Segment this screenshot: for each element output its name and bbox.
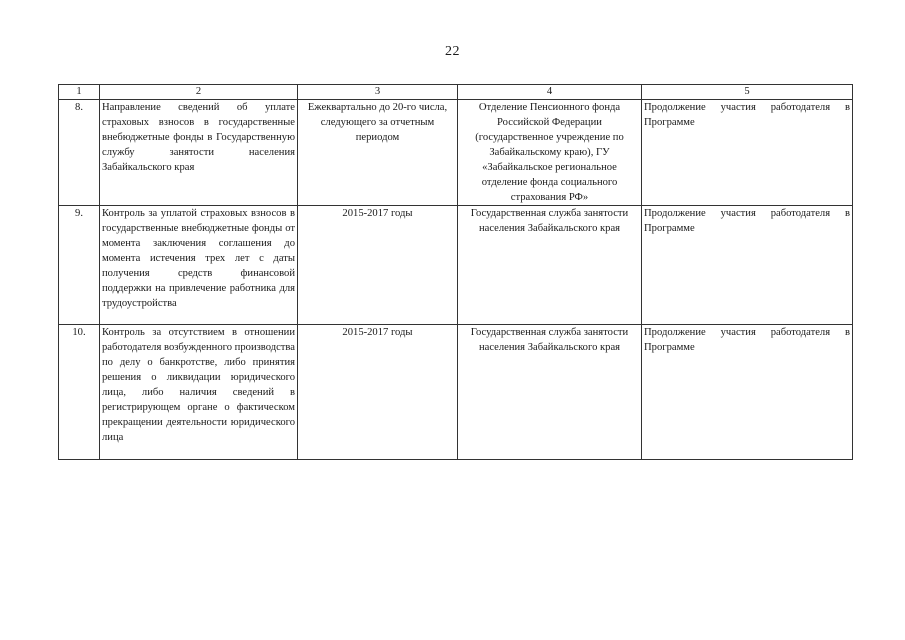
column-header-3: 3 (298, 85, 458, 100)
result-text: Продолжение участия работодателя в Программе (642, 325, 853, 460)
row-number: 9. (59, 206, 100, 325)
column-header-2: 2 (100, 85, 298, 100)
result-text: Продолжение участия работодателя в Программе (642, 206, 853, 325)
column-number-row (59, 85, 853, 100)
responsible-text: Государственная служба занятости населения Забайкальского края (458, 206, 642, 325)
deadline-text: 2015-2017 годы (298, 325, 458, 460)
table-row (59, 206, 853, 325)
row-number: 8. (59, 100, 100, 206)
column-header-4: 4 (458, 85, 642, 100)
measure-text: Направление сведений об уплате страховых взносов в государственные внебюджетные фонды в Государственную службу занятости населения Забайкальского края (100, 100, 298, 206)
measure-text: Контроль за отсутствием в отношении работодателя возбужденного производства по делу о банкротстве, либо принятия решения о ликвидации юридического лица, либо наличия сведений в регистрирующем органе о фактическом прекращении деятельности юридического лица (100, 325, 298, 460)
responsible-text: Государственная служба занятости населения Забайкальского края (458, 325, 642, 460)
measure-text: Контроль за уплатой страховых взносов в государственные внебюджетные фонды от момента заключения соглашения до момента истечения трех лет с даты получения средств финансовой поддержки на привлечение работника для трудоустройства (100, 206, 298, 325)
deadline-text: 2015-2017 годы (298, 206, 458, 325)
table-row (59, 325, 853, 460)
deadline-text: Ежеквартально до 20-го числа, следующего за отчетным периодом (298, 100, 458, 206)
responsible-text: Отделение Пенсионного фонда Российской Федерации (государственное учреждение по Забайкальскому краю), ГУ «Забайкальское региональное отделение фонда социального страхования РФ» (458, 100, 642, 206)
column-header-5: 5 (642, 85, 853, 100)
column-header-1: 1 (59, 85, 100, 100)
page-number: 22 (445, 44, 460, 59)
program-measures-table (58, 84, 853, 460)
row-number: 10. (59, 325, 100, 460)
result-text: Продолжение участия работодателя в Программе (642, 100, 853, 206)
table-row (59, 100, 853, 206)
